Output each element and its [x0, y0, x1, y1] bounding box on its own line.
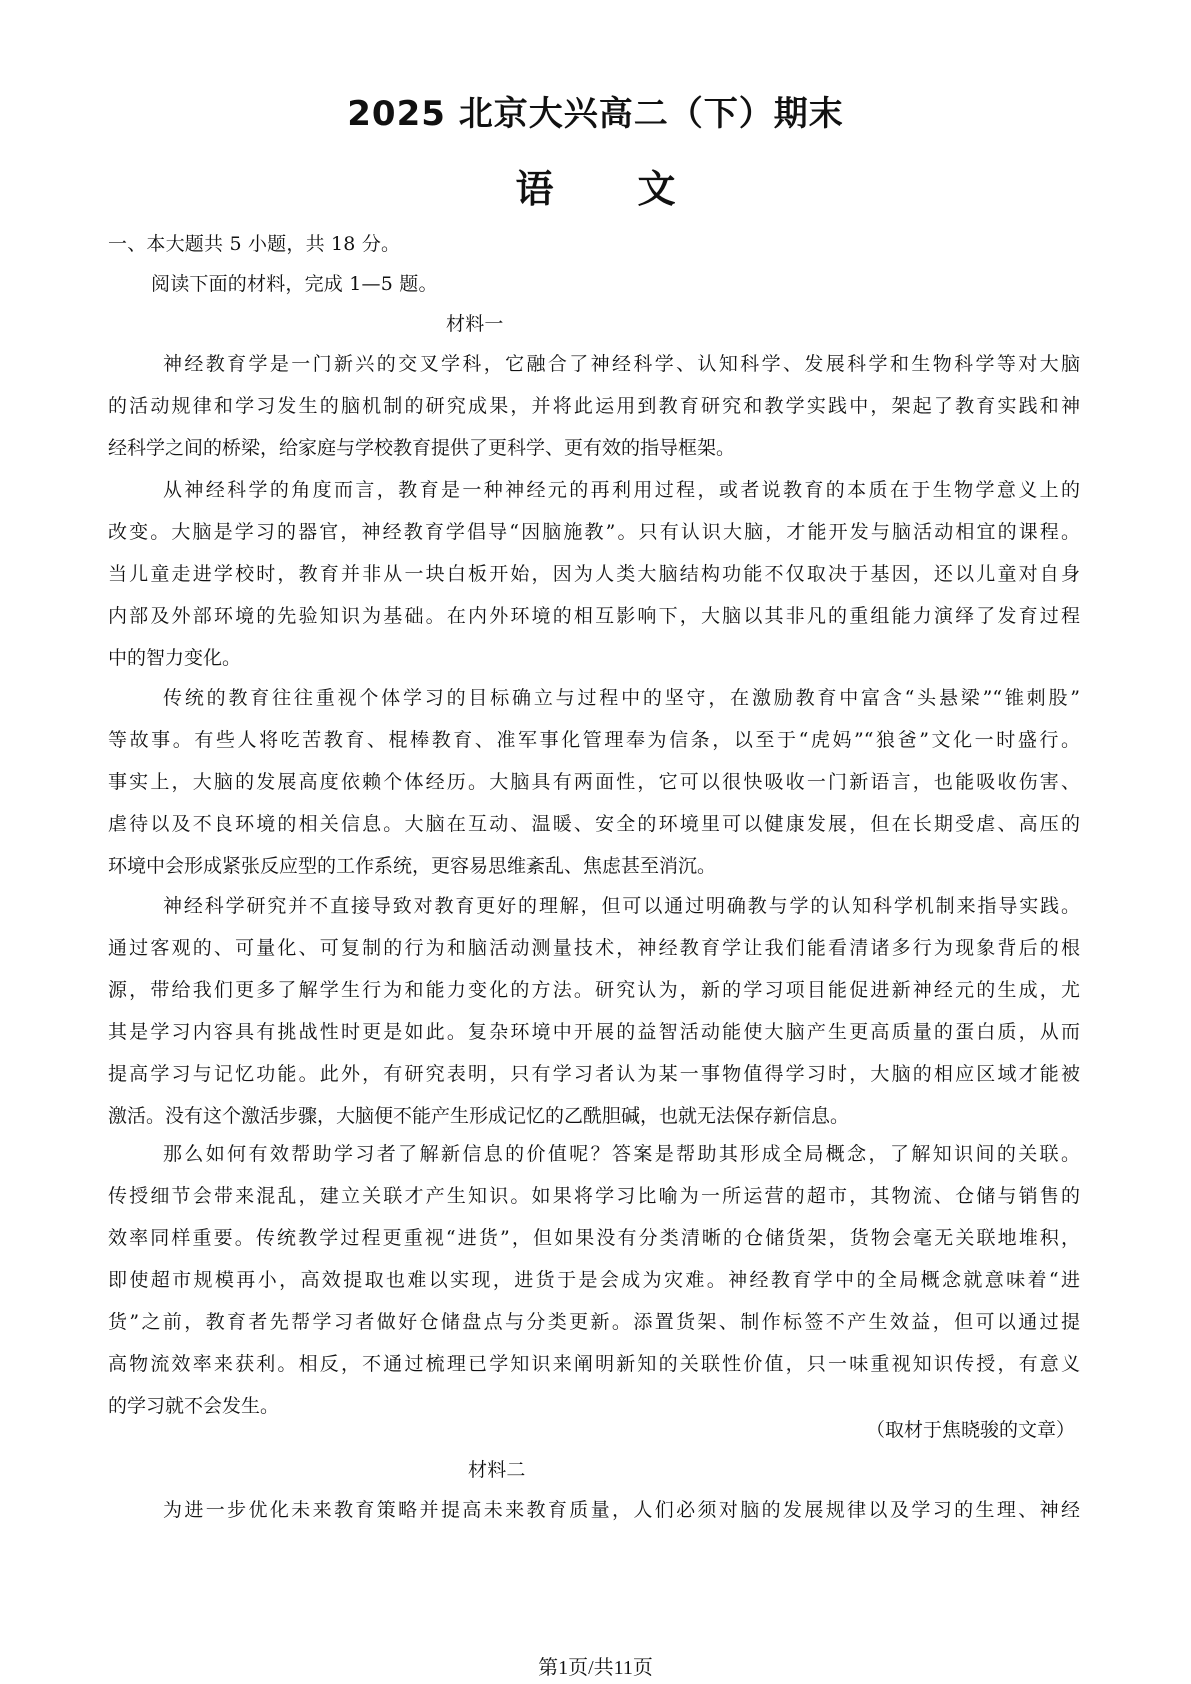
- paragraph-line: 通过客观的、可量化、可复制的行为和脑活动测量技术，神经教育学让我们能看清诸多行为现象背后的根: [108, 937, 1080, 959]
- material-1-title: 材料一: [446, 313, 504, 335]
- paragraph-line: 的活动规律和学习发生的脑机制的研究成果，并将此运用到教育研究和教学实践中，架起了教育实践和神: [108, 395, 1080, 417]
- paragraph-line: 源，带给我们更多了解学生行为和能力变化的方法。研究认为，新的学习项目能促进新神经元的生成，尤: [108, 979, 1080, 1001]
- section-heading: 一、本大题共 5 小题，共 18 分。: [108, 233, 401, 255]
- paragraph-line: 货”之前，教育者先帮学习者做好仓储盘点与分类更新。添置货架、制作标签不产生效益，但可以通过提: [108, 1311, 1080, 1333]
- material-2-title: 材料二: [468, 1459, 526, 1481]
- page-number: 第1页/共11页: [538, 1657, 653, 1679]
- paragraph-line: 效率同样重要。传统教学过程更重视“进货”，但如果没有分类清晰的仓储货架，货物会毫无关联地堆积，: [108, 1227, 1080, 1249]
- paragraph-line: 事实上，大脑的发展高度依赖个体经历。大脑具有两面性，它可以很快吸收一门新语言，也能吸收伤害、: [108, 771, 1080, 793]
- paragraph-line: 从神经科学的角度而言，教育是一种神经元的再利用过程，或者说教育的本质在于生物学意义上的: [163, 479, 1080, 501]
- paragraph-line: 神经科学研究并不直接导致对教育更好的理解，但可以通过明确教与学的认知科学机制来指导实践。: [163, 895, 1080, 917]
- material-1-source: （取材于焦晓骏的文章）: [865, 1419, 1075, 1441]
- paragraph-line: 改变。大脑是学习的器官，神经教育学倡导“因脑施教”。只有认识大脑，才能开发与脑活动相宜的课程。: [108, 521, 1080, 543]
- paragraph-line: 其是学习内容具有挑战性时更是如此。复杂环境中开展的益智活动能使大脑产生更高质量的蛋白质，从而: [108, 1021, 1080, 1043]
- paragraph-line: 等故事。有些人将吃苦教育、棍棒教育、准军事化管理奉为信条，以至于“虎妈”“狼爸”文化一时盛行。: [108, 729, 1080, 751]
- material-1-paragraph-5: [108, 1142, 1080, 1436]
- document-title: 2025 北京大兴高二（下）期末: [347, 94, 844, 134]
- paragraph-line: 为进一步优化未来教育策略并提高未来教育质量，人们必须对脑的发展规律以及学习的生理、神经: [163, 1499, 1080, 1521]
- paragraph-line: 经科学之间的桥梁，给家庭与学校教育提供了更科学、更有效的指导框架。: [108, 437, 736, 459]
- paragraph-line: 环境中会形成紧张反应型的工作系统，更容易思维紊乱、焦虑甚至消沉。: [108, 855, 717, 877]
- paragraph-line: 那么如何有效帮助学习者了解新信息的价值呢？答案是帮助其形成全局概念，了解知识间的关联。: [163, 1143, 1080, 1165]
- material-2-paragraph-1: [108, 1498, 1080, 1540]
- paragraph-line: 提高学习与记忆功能。此外，有研究表明，只有学习者认为某一事物值得学习时，大脑的相应区域才能被: [108, 1063, 1080, 1085]
- paragraph-line: 高物流效率来获利。相反，不通过梳理已学知识来阐明新知的关联性价值，只一味重视知识传授，有意义: [108, 1353, 1080, 1375]
- material-1-paragraph-3: [108, 686, 1080, 896]
- subject-char-1: 语: [515, 167, 554, 211]
- paragraph-line: 虐待以及不良环境的相关信息。大脑在互动、温暖、安全的环境里可以健康发展，但在长期受虐、高压的: [108, 813, 1080, 835]
- paragraph-line: 内部及外部环境的先验知识为基础。在内外环境的相互影响下，大脑以其非凡的重组能力演绎了发育过程: [108, 605, 1080, 627]
- material-1-paragraph-2: [108, 478, 1080, 688]
- paragraph-line: 当儿童走进学校时，教育并非从一块白板开始，因为人类大脑结构功能不仅取决于基因，还以儿童对自身: [108, 563, 1080, 585]
- paragraph-line: 激活。没有这个激活步骤，大脑便不能产生形成记忆的乙酰胆碱，也就无法保存新信息。: [108, 1105, 850, 1127]
- paragraph-line: 传授细节会带来混乱，建立关联才产生知识。如果将学习比喻为一所运营的超市，其物流、仓储与销售的: [108, 1185, 1080, 1207]
- paragraph-line: 的学习就不会发生。: [108, 1395, 280, 1417]
- paragraph-line: 即使超市规模再小，高效提取也难以实现，进货于是会成为灾难。神经教育学中的全局概念就意味着“进: [108, 1269, 1080, 1291]
- subject-heading: [0, 158, 1191, 213]
- subject-char-2: 文: [637, 167, 676, 211]
- paragraph-line: 中的智力变化。: [108, 647, 242, 669]
- paragraph-line: 传统的教育往往重视个体学习的目标确立与过程中的坚守，在激励教育中富含“头悬梁”“锥刺股”: [163, 687, 1080, 709]
- section-instruction: 阅读下面的材料，完成 1—5 题。: [151, 273, 438, 295]
- paragraph-line: 神经教育学是一门新兴的交叉学科，它融合了神经科学、认知科学、发展科学和生物科学等对大脑: [163, 353, 1080, 375]
- material-1-paragraph-4: [108, 894, 1080, 1146]
- material-1-paragraph-1: [108, 352, 1080, 478]
